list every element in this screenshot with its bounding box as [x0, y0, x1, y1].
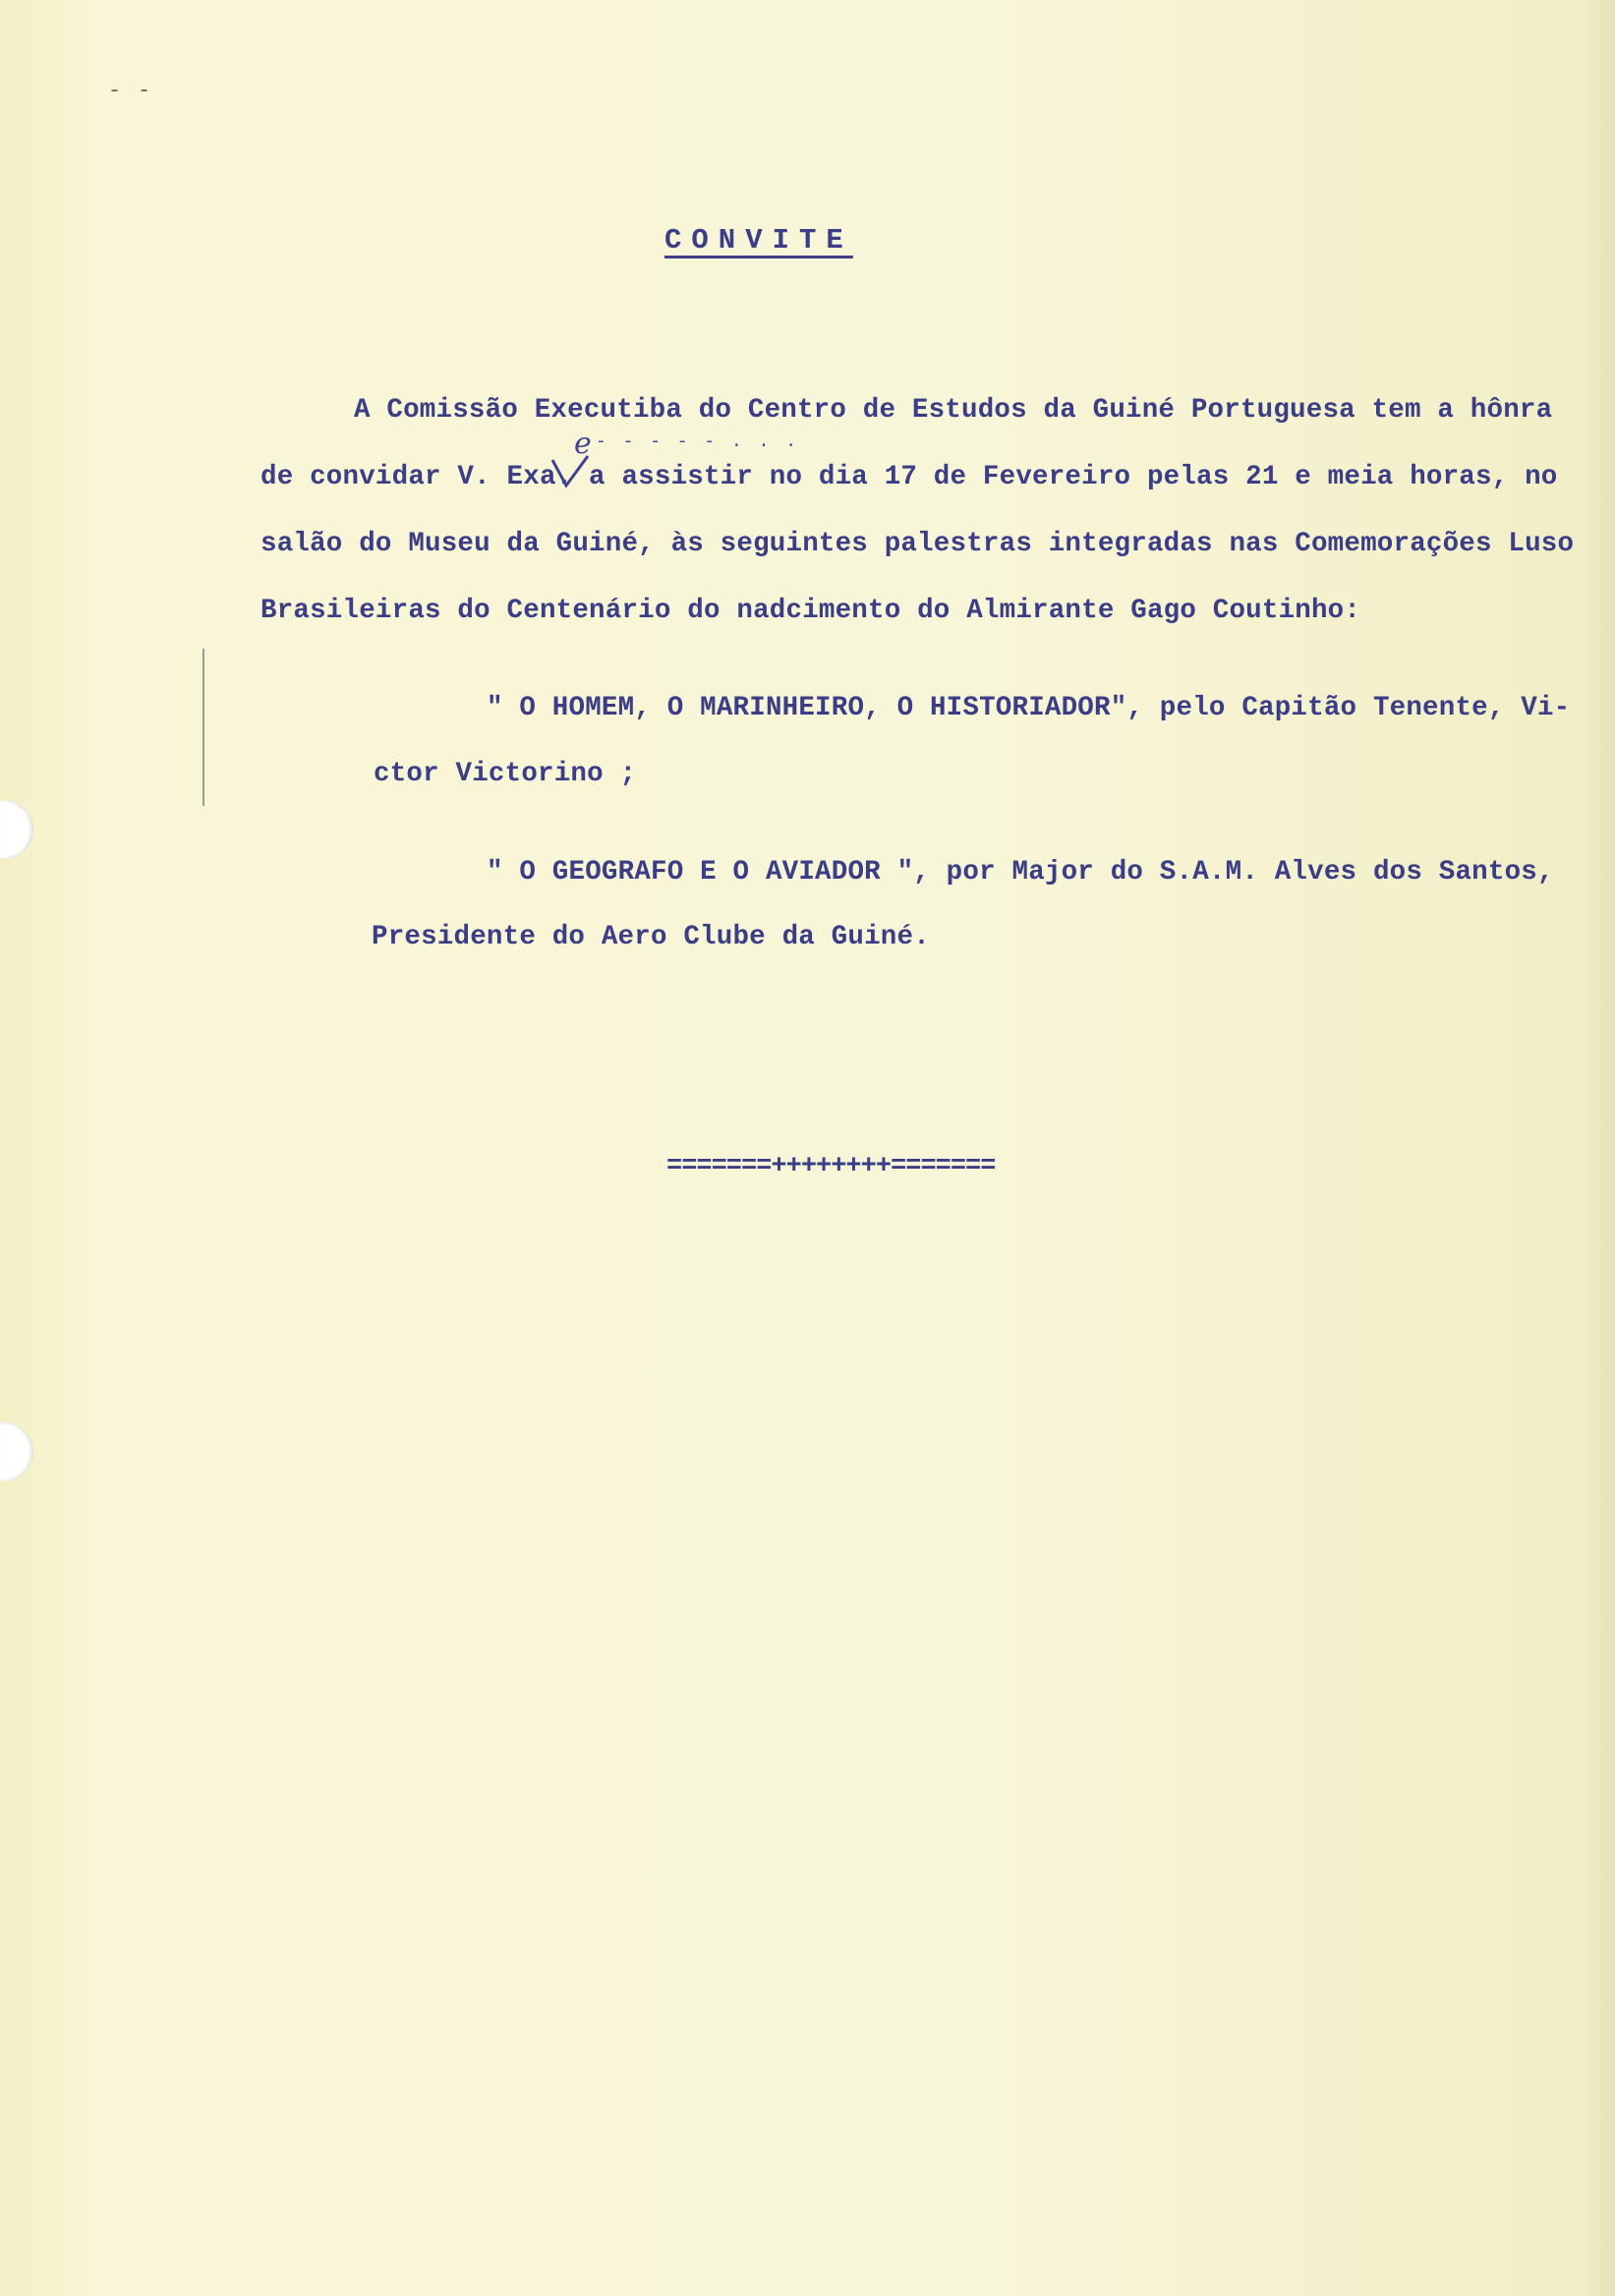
handwritten-insertion: e — [574, 427, 592, 461]
talk-speaker-line: ctor Victorino ; — [374, 759, 637, 789]
talk-title-line: " O HOMEM, O MARINHEIRO, O HISTORIADOR", pelo Capitão Tenente, Vi- — [487, 693, 1571, 723]
talk-speaker-line: Presidente do Aero Clube da Guiné. — [372, 922, 930, 952]
paragraph-line: Brasileiras do Centenário do nadcimento do Almirante Gago Coutinho: — [260, 596, 1361, 626]
caret-mark-icon — [550, 454, 590, 489]
ink-smudge: - — [108, 79, 122, 103]
paragraph-line: salão do Museu da Guiné, às seguintes palestras integradas nas Comemorações Luso — [260, 529, 1575, 559]
document-title: CONVITE — [664, 224, 853, 257]
ink-smudge: - — [138, 79, 151, 103]
paper-edge-shadow — [1586, 0, 1615, 2296]
handwritten-dots: - - - - - . . . — [596, 432, 800, 452]
paragraph-line: de convidar V. Exa. a assistir no dia 17 de Fevereiro pelas 21 e meia horas, no — [260, 462, 1558, 492]
paragraph-line: A Comissão Executiba do Centro de Estudos da Guiné Portuguesa tem a hônra — [354, 395, 1553, 426]
margin-mark — [202, 649, 204, 806]
punch-hole-top — [0, 800, 33, 859]
talk-title-line: " O GEOGRAFO E O AVIADOR ", por Major do S.A.M. Alves dos Santos, — [487, 857, 1554, 888]
punch-hole-bottom — [0, 1422, 33, 1481]
closing-divider: =======++++++++======= — [666, 1152, 996, 1181]
